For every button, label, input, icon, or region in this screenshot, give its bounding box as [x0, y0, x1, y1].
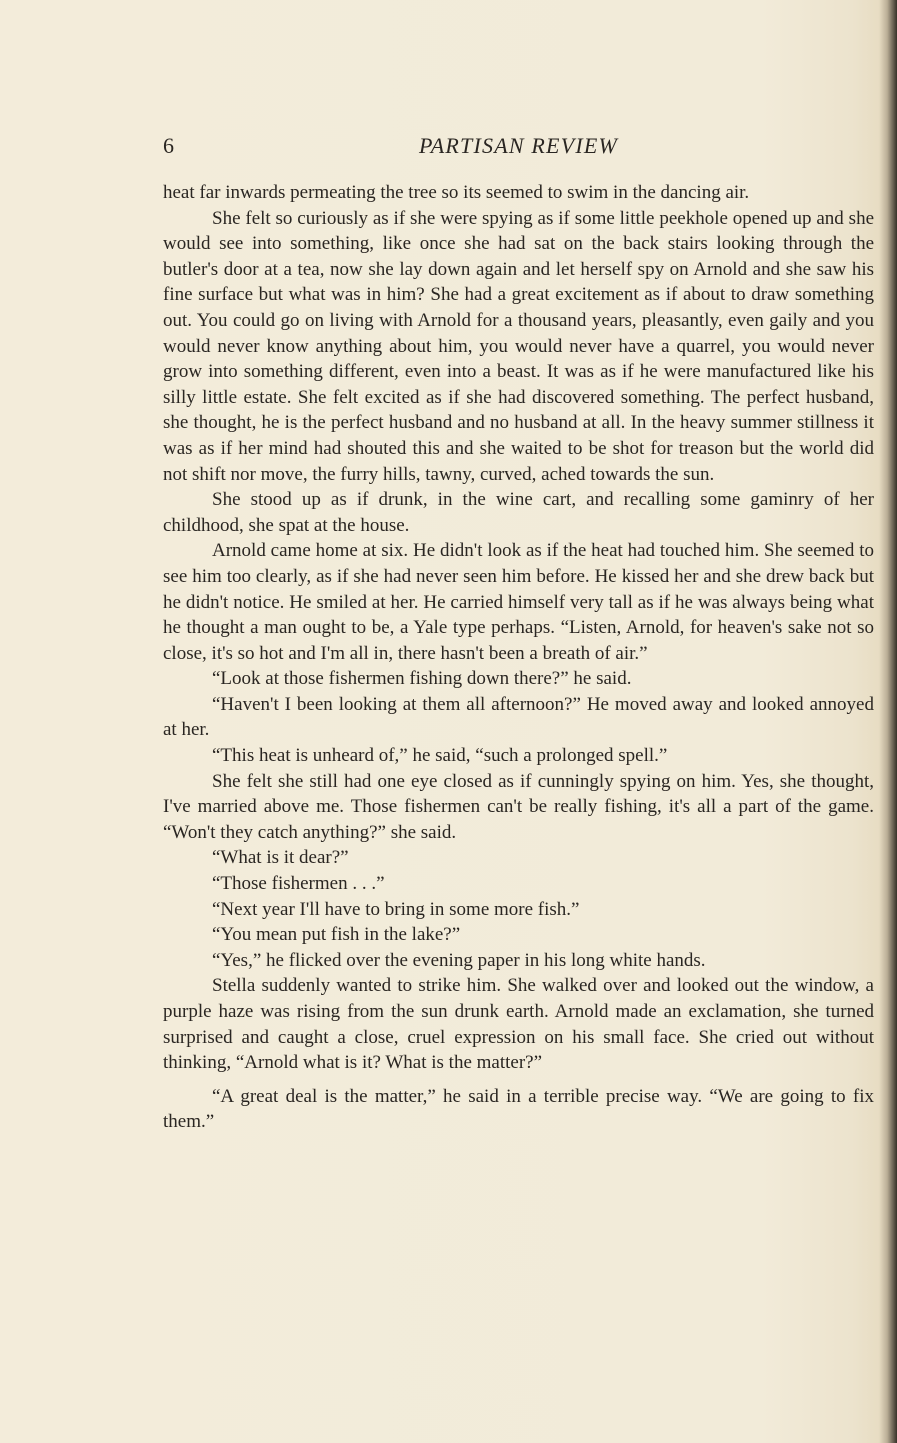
- page-edge-shadow: [879, 0, 897, 1443]
- paragraph: She stood up as if drunk, in the wine cart, and recalling some gaminry of her childhood, she spat at the house.: [163, 489, 874, 536]
- paragraph: She felt she still had one eye closed as if cunningly spying on him. Yes, she thought, I've married above me. Those fishermen can't be really fishing, it's all a part of the game. “Won't they catch anything?” she said.: [163, 770, 874, 843]
- paragraph: “This heat is unheard of,” he said, “such a prolonged spell.”: [212, 745, 668, 767]
- paragraph: “Those fishermen . . .”: [212, 873, 385, 895]
- paragraph: “Look at those fishermen fishing down there?” he said.: [212, 668, 632, 690]
- paragraph: “What is it dear?”: [212, 847, 349, 869]
- paragraph: “Yes,” he flicked over the evening paper in his long white hands.: [212, 949, 706, 971]
- page-number: 6: [163, 133, 174, 158]
- paragraph: heat far inwards permeating the tree so its seemed to swim in the dancing air.: [163, 182, 750, 203]
- paragraph: “A great deal is the matter,” he said in a terrible precise way. “We are going to fix them.”: [163, 1085, 874, 1133]
- running-title: PARTISAN REVIEW: [418, 133, 619, 158]
- paragraph: “You mean put fish in the lake?”: [212, 924, 461, 946]
- paragraph: “Haven't I been looking at them all afternoon?” He moved away and looked annoyed at her.: [163, 693, 874, 741]
- page-header: [163, 132, 874, 162]
- paragraph: She felt so curiously as if she were spying as if some little peekhole opened up and she would see into something, like once she had sat on the back stairs looking through the butler's door at a tea, now she lay down again and let herself spy on Arnold and she saw his fine surface but what was in him? She had a great excitement as if about to draw something out. You could go on living with Arnold for a thousand years, pleasantly, even gaily and you would never know anything about him, you would never have a quarrel, you would never grow into something different, even into a beast. It was as if he were manufactured like his silly little estate. She felt excited as if she had discovered something. The perfect husband, she thought, he is the perfect husband and no husband at all. In the heavy summer stillness it was as if her mind had shouted this and she waited to be shot for treason but the world did not shift nor move, the furry hills, tawny, curved, ached towards the sun.: [163, 207, 874, 485]
- paragraph: “Next year I'll have to bring in some more fish.”: [212, 898, 580, 920]
- body-text: [163, 180, 874, 1135]
- paragraph: Arnold came home at six. He didn't look as if the heat had touched him. She seemed to see him too clearly, as if she had never seen him before. He kissed her and she drew back but he didn't notice. He smiled at her. He carried himself very tall as if he was always being what he thought a man ought to be, a Yale type perhaps. “Listen, Arnold, for heaven's sake not so close, it's so hot and I'm all in, there hasn't been a breath of air.”: [163, 540, 874, 664]
- paragraph: Stella suddenly wanted to strike him. She walked over and looked out the window, a purple haze was rising from the sun drunk earth. Arnold made an exclamation, she turned surprised and caught a close, cruel expression on his small face. She cried out without thinking, “Arnold what is it? What is the matter?”: [163, 975, 874, 1074]
